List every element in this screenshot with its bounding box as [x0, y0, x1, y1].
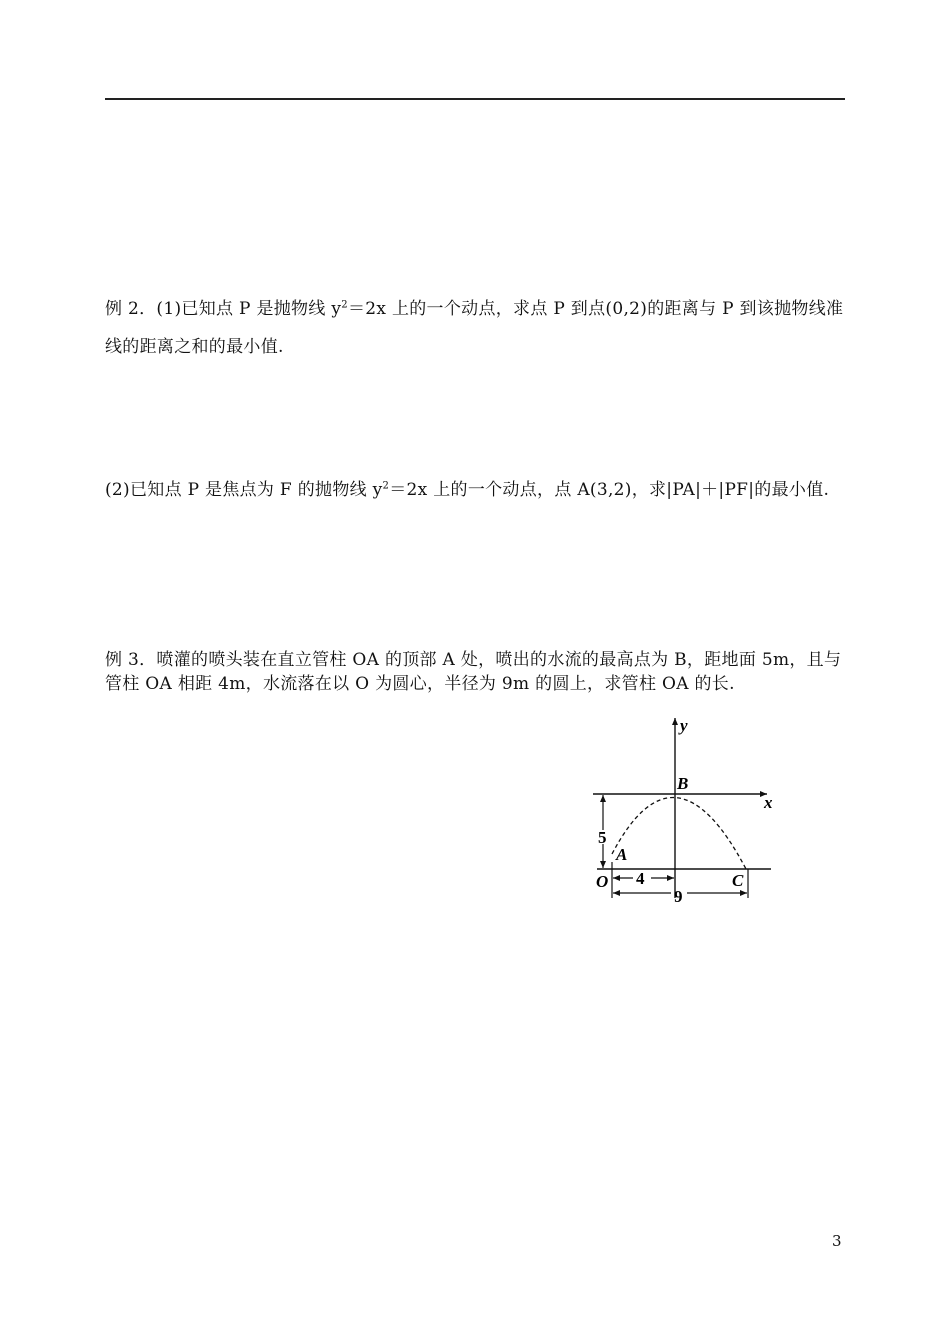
- example-2-part-1-text-b: ＝2x 上的一个动点，求点 P 到点(0,2)的距离与 P 到该抛物线准线的距离之和的最小值.: [105, 299, 844, 357]
- label-O: O: [596, 872, 609, 891]
- example-2-part-2-text-a: (2)已知点 P 是焦点为 F 的抛物线 y: [105, 480, 383, 500]
- label-A: A: [616, 845, 628, 864]
- label-four: 4: [636, 869, 645, 888]
- example-2-part-2: [105, 478, 847, 502]
- label-B: B: [677, 774, 689, 793]
- label-five: 5: [598, 828, 607, 847]
- example-2-part-1-text-a: 例 2．(1)已知点 P 是抛物线 y: [105, 299, 342, 319]
- label-y: y: [680, 716, 688, 735]
- label-x: x: [764, 793, 773, 812]
- water-arc: [612, 798, 746, 869]
- page-number: 3: [832, 1232, 842, 1250]
- label-C: C: [732, 871, 744, 890]
- header-rule: [105, 98, 845, 100]
- superscript-2: 2: [341, 299, 348, 311]
- example-2-part-1: [105, 290, 847, 366]
- example-3: 例 3．喷灌的喷头装在直立管柱 OA 的顶部 A 处，喷出的水流的最高点为 B，距地面 5m，且与管柱 OA 相距 4m，水流落在以 O 为圆心，半径为 9m 的圆上，求管柱 OA 的长.: [105, 650, 842, 694]
- superscript-2: 2: [382, 480, 390, 492]
- example-2-part-2-text-b: ＝2x 上的一个动点，点 A(3,2)，求|PA|＋|PF|的最小值.: [389, 480, 830, 500]
- sprinkler-figure: [585, 712, 785, 912]
- label-nine: 9: [674, 887, 683, 906]
